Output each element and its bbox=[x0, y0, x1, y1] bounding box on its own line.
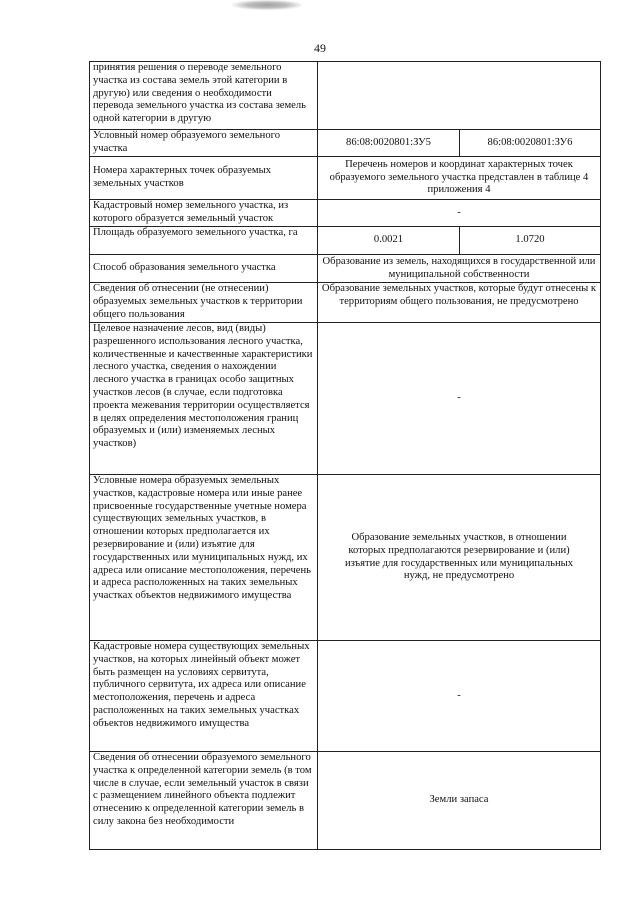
row-value-area-zu5: 0.0021 bbox=[318, 227, 460, 255]
row-value: - bbox=[318, 641, 601, 752]
row-label: Условные номера образуемых земельных участков, кадастровые номера или иные ранее присвоенные государственные учетные номера существующих земельных участков, в отношении которых предполагается их резервирование и (или) изъятие для государственных или муниципальных нужд, их адреса или описание местоположения, перечень и адреса расположенных на таких земельных участках объектов недвижимого имущества bbox=[90, 475, 318, 641]
row-value: Образование земельных участков, в отношении которых предполагаются резервирование и (или) изъятие для государственных или муниципальных нужд, не предусмотрено bbox=[318, 475, 601, 641]
scan-artifact bbox=[232, 0, 302, 10]
row-value: Образование земельных участков, которые будут отнесены к территориям общего пользования, не предусмотрено bbox=[318, 283, 601, 323]
table-row bbox=[90, 130, 601, 157]
row-label: Целевое назначение лесов, вид (виды) разрешенного использования лесного участка, количественные и качественные характеристики лесного участка, сведения о нахождении лесного участка в границах особо защитных участков лесов (в случае, если подготовка проекта межевания территории осуществляется в целях определения местоположения границ образуемых и (или) изменяемых лесных участков) bbox=[90, 323, 318, 475]
row-label: Площадь образуемого земельного участка, га bbox=[90, 227, 318, 255]
table-row bbox=[90, 752, 601, 850]
row-label: Условный номер образуемого земельного участка bbox=[90, 130, 318, 157]
row-label: Номера характерных точек образуемых земельных участков bbox=[90, 157, 318, 200]
page-number: 49 bbox=[314, 41, 326, 55]
row-value bbox=[318, 62, 601, 130]
table-row bbox=[90, 200, 601, 227]
row-label: Кадастровые номера существующих земельных участков, на которых линейный объект может быть размещен на условиях сервитута, публичного сервитута, их адреса или описание местоположения, перечень и адреса расположенных на таких земельных участках объектов недвижимого имущества bbox=[90, 641, 318, 752]
table-row bbox=[90, 323, 601, 475]
land-plot-table bbox=[89, 61, 601, 850]
row-value-area-zu6: 1.0720 bbox=[460, 227, 601, 255]
row-label: Кадастровый номер земельного участка, из которого образуется земельный участок bbox=[90, 200, 318, 227]
row-label: Сведения об отнесении образуемого земельного участка к определенной категории земель (в том числе в случае, если земельный участок в связи с размещением линейного объекта подлежит отнесению к определенной категории земель в силу закона без необходимости bbox=[90, 752, 318, 850]
table-row bbox=[90, 157, 601, 200]
table-row bbox=[90, 475, 601, 641]
row-value-plot-zu5: 86:08:0020801:ЗУ5 bbox=[318, 130, 460, 157]
row-value: Земли запаса bbox=[318, 752, 601, 850]
row-value-plot-zu6: 86:08:0020801:ЗУ6 bbox=[460, 130, 601, 157]
row-label: принятия решения о переводе земельного участка из состава земель этой категории в другую) или сведения о необходимости перевода земельного участка из состава земель одной категории в другую bbox=[90, 62, 318, 130]
row-value: - bbox=[318, 323, 601, 475]
row-label: Сведения об отнесении (не отнесении) образуемых земельных участков к территории общего пользования bbox=[90, 283, 318, 323]
row-label: Способ образования земельного участка bbox=[90, 255, 318, 283]
row-value: - bbox=[318, 200, 601, 227]
table-row bbox=[90, 641, 601, 752]
table-row bbox=[90, 62, 601, 130]
row-value: Перечень номеров и координат характерных точек образуемого земельного участка представлен в таблице 4 приложения 4 bbox=[318, 157, 601, 200]
table-row bbox=[90, 227, 601, 255]
table-row bbox=[90, 255, 601, 283]
table-row bbox=[90, 283, 601, 323]
row-value: Образование из земель, находящихся в государственной или муниципальной собственности bbox=[318, 255, 601, 283]
